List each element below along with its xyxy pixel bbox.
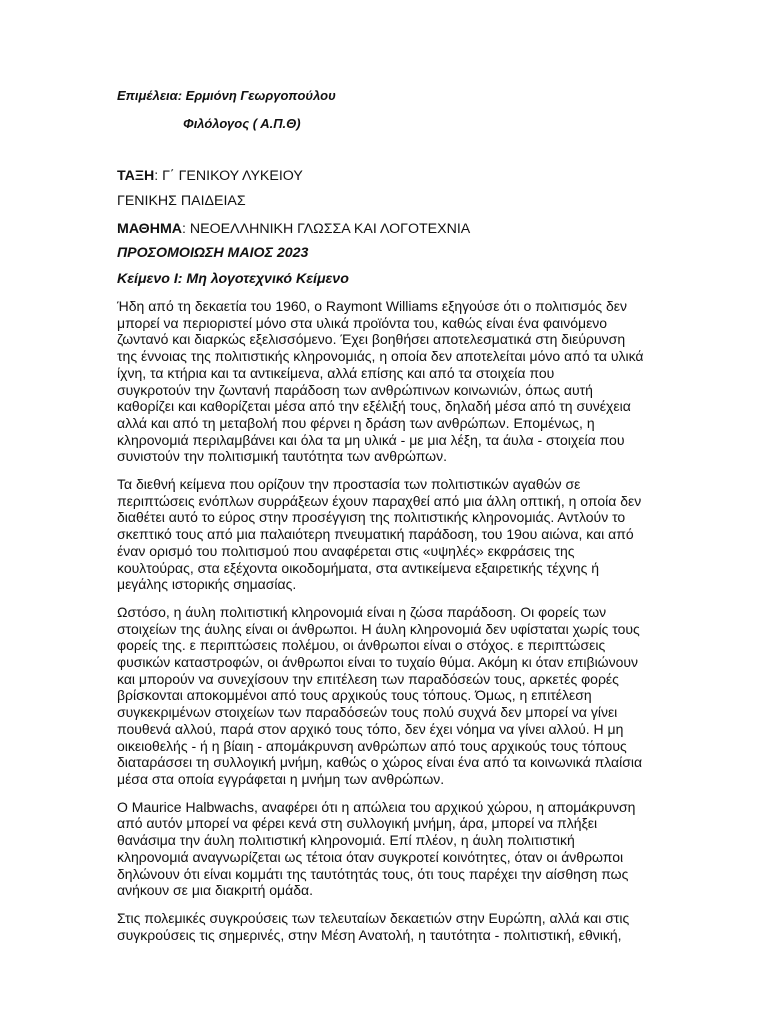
paragraph-line: έναν ορισμό του πολιτισμού που αναφέρεται στις «υψηλές» εκφράσεις της (117, 542, 575, 559)
subject-line (117, 221, 470, 237)
paragraph-line: συγκεκριμένων στοιχείων των παραδόσεών τους πολύ συχνά δεν μπορεί να γίνει (117, 704, 618, 721)
paragraph-line: και μπορούν να συνεχίσουν την επιτέλεση των παραδόσεών τους, αρκετές φορές (117, 670, 619, 687)
paragraph-line: διαταράσσει τη συλλογική μνήμη, καθώς ο χώρος είναι ένα από τα κοινωνικά πλαίσια (117, 754, 643, 771)
paragraph-line: κουλτούρας, στα εξέχοντα οικοδομήματα, στα αντικείμενα εξαιρετικής τέχνης ή (117, 559, 599, 576)
subject-value: : ΝΕΟΕΛΛΗΝΙΚΗ ΓΛΩΣΣΑ ΚΑΙ ΛΟΓΟΤΕΧΝΙΑ (182, 221, 471, 237)
paragraph (117, 604, 657, 788)
paragraph-line: οικειοθελής - ή η βίαιη - απομάκρυνση ανθρώπων από τους αρχικούς τους τόπους (117, 737, 627, 754)
paragraph-line: συγκρούσεις τις σημερινές, στην Μέση Ανατολή, η ταυτότητα - πολιτιστική, εθνική, (117, 926, 622, 943)
paragraph-line: σκεπτικό τους από μια παλαιότερη πνευματική παράδοση, του 19ου αιώνα, και από (117, 526, 634, 543)
subject-label: ΜΑΘΗΜΑ (117, 221, 183, 237)
paragraph-line: κληρονομιά περιλαμβάνει και όλα τα μη υλικά - με μια λέξη, τα άυλα - στοιχεία που (117, 431, 625, 448)
paragraph-line: φορείς της. ε περιπτώσεις πολέμου, οι άνθρωποι είναι ο στόχος. ε περιπτώσεις (117, 637, 606, 654)
paragraph-line: διαθέτει αυτό το εύρος στην προσέγγιση της πολιτιστικής κληρονομιάς. Αντλούν το (117, 509, 626, 526)
body-text (117, 298, 657, 954)
paragraph-line: βρίσκονται αποκομμένοι από τους αρχικούς τους τόπους. Όμως, η επιτέλεση (117, 687, 592, 704)
paragraph-line: περιπτώσεις ενόπλων συρράξεων έχουν παραχθεί από μια άλλη οπτική, η οποία δεν (117, 492, 642, 509)
paragraph-line: Ήδη από τη δεκαετία του 1960, ο Raymont Williams εξηγούσε ότι ο πολιτισμός δεν (117, 298, 628, 314)
section-title: Κείμενο Ι: Μη λογοτεχνικό Κείμενο (117, 271, 349, 287)
paragraph (117, 799, 657, 899)
paragraph-line: ζωντανό και διαρκώς εξελισσόμενο. Έχει βοηθήσει αποτελεσματικά στη διεύρυνση (117, 331, 626, 348)
paragraph-line: συγκροτούν την ζωντανή παράδοση των ανθρώπινων κοινωνιών, όπως αυτή (117, 381, 593, 398)
paragraph-line: πουθενά αλλού, παρά στον αρχικό τους τόπο, δεν έχει νόημα να γίνει αλλού. Η μη (117, 720, 624, 737)
paragraph-line: μπορεί να περιοριστεί μόνο στα υλικά προϊόντα του, καθώς είναι ένα φαινόμενο (117, 314, 608, 331)
paragraph-line: Ο Maurice Halbwachs, αναφέρει ότι η απώλεια του αρχικού χώρου, η απομάκρυνση (117, 798, 636, 815)
paragraph (117, 910, 657, 943)
class-label: ΤΑΞΗ (117, 168, 155, 184)
paragraph-line: αλλά και από τη μεταβολή που φέρνει η δράση των ανθρώπων. Επομένως, η (117, 414, 595, 431)
paragraph-line: δηλώνουν ότι είναι κομμάτι της ταυτότητάς τους, ότι τους παρέχει την αίσθηση πως (117, 865, 629, 882)
paragraph-line: συνιστούν την πολιτισμική ταυτότητα των ανθρώπων. (117, 448, 447, 465)
paragraph-line: στοιχείων της άυλης είναι οι άνθρωποι. Η άυλη κληρονομιά δεν υφίσταται χωρίς τους (117, 620, 640, 637)
paragraph-line: της έννοιας της πολιτιστικής κληρονομιάς, η οποία δεν αποτελείται μόνο από τα υλικά (117, 348, 644, 365)
exam-title: ΠΡΟΣΟΜΟΙΩΣΗ ΜΑΙΟΣ 2023 (117, 245, 309, 261)
paragraph-line: κληρονομιά αναγνωρίζεται ως τέτοια όταν συγκροτεί κοινότητες, όταν οι άνθρωποι (117, 848, 624, 865)
paragraph-line: Στις πολεμικές συγκρούσεις των τελευταίων δεκαετιών στην Ευρώπη, αλλά και στις (117, 909, 630, 926)
paragraph-line: φυσικών καταστροφών, οι άνθρωποι είναι το τυχαίο θύμα. Ακόμη κι όταν επιβιώνουν (117, 654, 639, 671)
paragraph (117, 298, 657, 465)
editor-role: Φιλόλογος ( Α.Π.Θ) (183, 116, 301, 131)
paragraph-line: Τα διεθνή κείμενα που ορίζουν την προστασία των πολιτιστικών αγαθών σε (117, 476, 581, 493)
class-value: : Γ΄ ΓΕΝΙΚΟΥ ΛΥΚΕΙΟΥ (154, 168, 303, 184)
general-education-line: ΓΕΝΙΚΗΣ ΠΑΙΔΕΙΑΣ (117, 193, 246, 209)
paragraph-line: καθορίζει και καθορίζεται μέσα από την εξέλιξή τους, δηλαδή μέσα από τη συνέχεια (117, 398, 631, 415)
paragraph-line: ίχνη, τα κτήρια και τα αντικείμενα, αλλά επίσης και από τα στοιχεία που (117, 364, 555, 381)
paragraph-line: θανάσιμα την άυλη πολιτιστική κληρονομιά. Επί πλέον, η άυλη πολιτιστική (117, 832, 575, 849)
paragraph-line: ανήκουν σε μια διακριτή ομάδα. (117, 882, 313, 899)
class-line (117, 168, 303, 184)
paragraph (117, 476, 657, 593)
editor-credit: Επιμέλεια: Ερμιόνη Γεωργοπούλου (117, 88, 336, 103)
paragraph-line: Ωστόσο, η άυλη πολιτιστική κληρονομιά είναι η ζώσα παράδοση. Οι φορείς των (117, 603, 607, 620)
paragraph-line: από αυτόν μπορεί να φέρει κενά στη συλλογική μνήμη, άρα, μπορεί να πλήξει (117, 815, 598, 832)
paragraph-line: μεγάλης ιστορικής σημασίας. (117, 576, 297, 593)
paragraph-line: μέσα στα οποία εγγράφεται η μνήμη των ανθρώπων. (117, 770, 445, 787)
